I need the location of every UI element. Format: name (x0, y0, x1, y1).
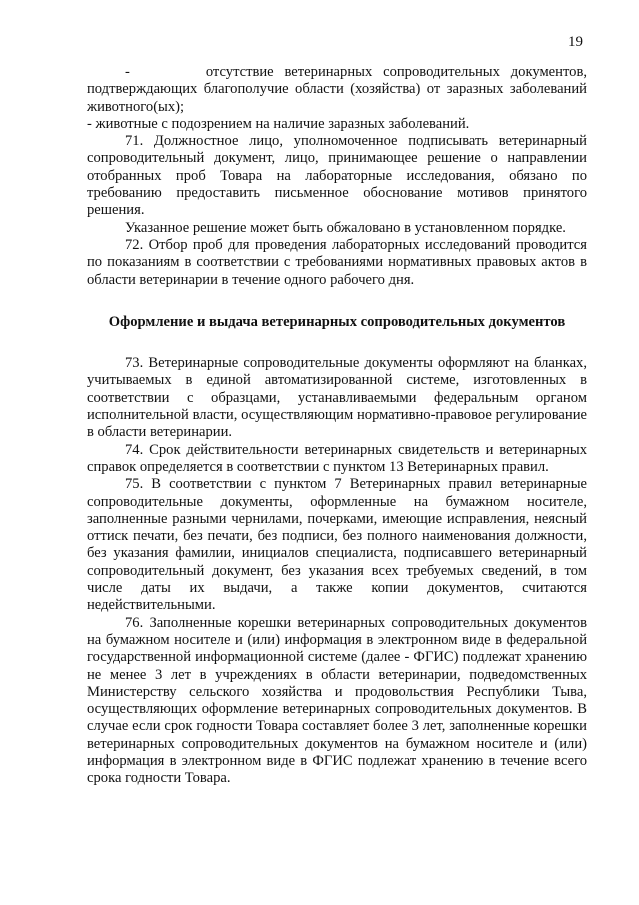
paragraph-74: 74. Срок действительности ветеринарных свидетельств и ветеринарных справок определяется в соответствии с пунктом 13 Ветеринарных правил. (87, 441, 587, 475)
list-item-suspected-animals: - животные с подозрением на наличие заразных заболеваний. (87, 115, 470, 132)
section-heading: Оформление и выдача ветеринарных сопроводительных документов (108, 313, 566, 330)
paragraph-73: 73. Ветеринарные сопроводительные документы оформляют на бланках, учитываемых в единой автоматизированной системе, изготовленных в соответствии с образцами, устанавливаемыми федеральным органом исполнительной власти, осуществляющим нормативно-правовое регулирование в области ветеринарии. (87, 355, 587, 441)
paragraph-75: 75. В соответствии с пунктом 7 Ветеринарных правил ветеринарные сопроводительные документы, оформленные на бумажном носителе, заполненные разными чернилами, почерками, имеющие исправления, неясный оттиск печати, без печати, без подписи, без полного наименования должности, без указания фамилии, инициалов специалиста, подписавшего ветеринарный сопроводительный документ, без указания всех требуемых сведений, в том числе даты их выдачи, а также копии документов, считаются недействительными. (87, 476, 587, 614)
paragraph-72: 72. Отбор проб для проведения лабораторных исследований проводится по показаниям в соответствии с требованиями нормативных правовых актов в области ветеринарии в течение одного рабочего дня. (87, 236, 587, 288)
paragraph-appeal: Указанное решение может быть обжаловано в установленном порядке. (125, 219, 566, 236)
list-item-missing-documents: - отсутствие ветеринарных сопроводительных документов, подтверждающих благополучие области (хозяйства) от заразных заболеваний животного(ых); (87, 64, 587, 115)
page-number: 19 (568, 34, 583, 50)
paragraph-71: 71. Должностное лицо, уполномоченное подписывать ветеринарный сопроводительный документ, лицо, принимающее решение о направлении отобранных проб Товара на лабораторные исследования, обязано по требованию предоставить письменное обоснование мотивов принятого решения. (87, 133, 587, 219)
document-body (87, 64, 587, 788)
paragraph-76: 76. Заполненные корешки ветеринарных сопроводительных документов на бумажном носителе и (или) информация в электронном виде в федеральной государственной информационной системе (далее - ФГИС) подлежат хранению не менее 3 лет в учреждениях в области ветеринарии, подведомственных Министерству сельского хозяйства и продовольствия Республики Тыва, осуществляющих оформление ветеринарных сопроводительных документов. В случае если срок годности Товара составляет более 3 лет, заполненные корешки ветеринарных сопроводительных документов на бумажном носителе и (или) информация в электронном виде в ФГИС подлежат хранению в течение всего срока годности Товара. (87, 614, 587, 787)
